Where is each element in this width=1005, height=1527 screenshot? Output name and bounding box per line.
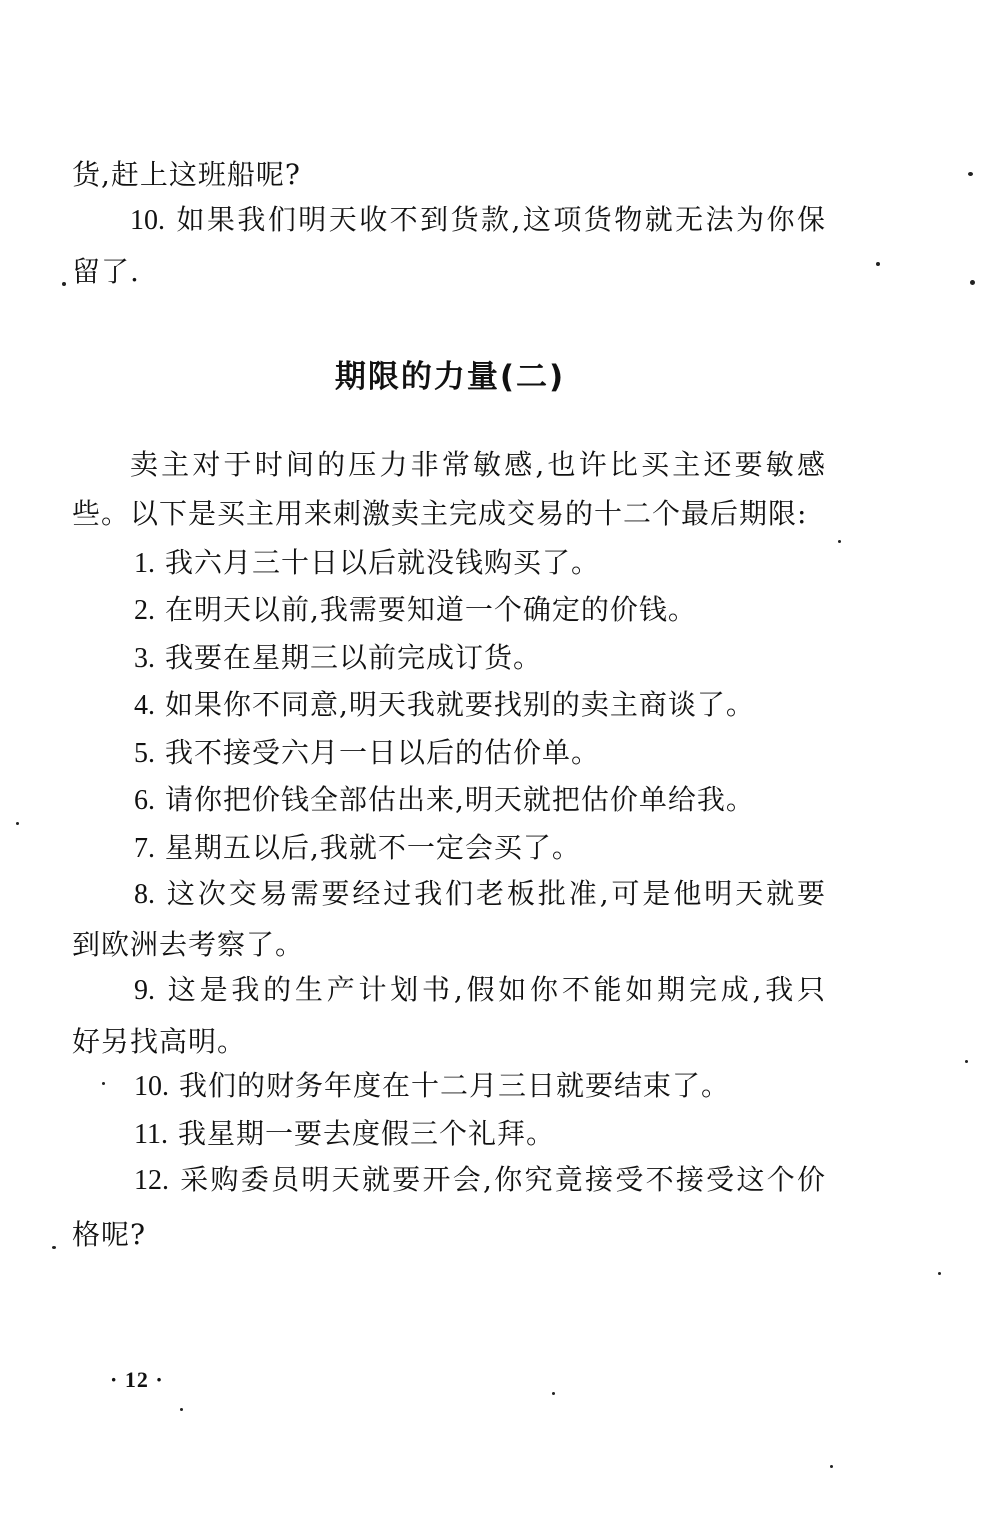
- scan-speck: [965, 1060, 968, 1063]
- item-text: 我们的财务年度在十二月三日就要结束了。: [179, 1069, 731, 1102]
- item-number: 1.: [134, 548, 155, 579]
- list-item: [134, 590, 697, 631]
- item-text: 这是我的生产计划书,假如你不能如期完成,我只: [165, 973, 826, 1006]
- item-10-prev-line: [130, 200, 826, 241]
- list-item: [134, 828, 581, 869]
- item-text: 星期五以后,我就不一定会买了。: [165, 831, 581, 864]
- list-item: [134, 685, 755, 726]
- item-number: 4.: [134, 690, 155, 721]
- list-item: [134, 874, 826, 915]
- scan-speck: [16, 822, 19, 825]
- item-text: 我不接受六月一日以后的估价单。: [165, 736, 601, 769]
- item-text: 我要在星期三以前完成订货。: [165, 641, 543, 674]
- intro-line-1: 卖主对于时间的压力非常敏感,也许比买主还要敏感: [130, 448, 826, 481]
- item-number: 11.: [134, 1119, 168, 1150]
- item-number: 3.: [134, 643, 155, 674]
- scan-speck: [62, 282, 66, 286]
- item-number: 9.: [134, 975, 155, 1006]
- item-number: 12.: [134, 1165, 169, 1196]
- item-10-prev-cont: 留了.: [72, 255, 140, 288]
- continuation-line: 货,赶上这班船呢?: [72, 158, 301, 191]
- item-number: 5.: [134, 738, 155, 769]
- scan-speck: [938, 1272, 941, 1275]
- list-item: [134, 780, 755, 821]
- page-number: · 12 ·: [110, 1367, 164, 1392]
- scan-speck: [552, 1392, 555, 1395]
- item-number: 10.: [130, 205, 165, 236]
- item-number: 8.: [134, 879, 155, 910]
- scan-speck: [102, 1082, 105, 1085]
- list-item: [134, 1160, 826, 1201]
- section-title: 期限的力量(二): [334, 359, 566, 395]
- scan-speck: [180, 1408, 183, 1411]
- item-text: 我星期一要去度假三个礼拜。: [177, 1117, 555, 1150]
- item-text: 在明天以前,我需要知道一个确定的价钱。: [165, 593, 697, 626]
- item-number: 6.: [134, 785, 155, 816]
- list-item: [134, 543, 600, 584]
- intro-line-2: 些。以下是买主用来刺激卖主完成交易的十二个最后期限:: [72, 497, 808, 530]
- item-text: 这次交易需要经过我们老板批准,可是他明天就要: [165, 877, 826, 910]
- scan-speck: [838, 540, 841, 543]
- scan-speck: [876, 262, 880, 266]
- list-item-cont: 好另找高明。: [72, 1025, 247, 1058]
- list-item-cont: 格呢?: [72, 1218, 147, 1251]
- scan-speck: [830, 1465, 833, 1468]
- item-text: 请你把价钱全部估出来,明天就把估价单给我。: [165, 783, 755, 816]
- item-number: 10.: [134, 1071, 169, 1102]
- item-text: 采购委员明天就要开会,你究竟接受不接受这个价: [179, 1163, 826, 1196]
- list-item-cont: 到欧洲去考察了。: [72, 928, 305, 961]
- list-item: [134, 1066, 730, 1107]
- list-item: [134, 1114, 555, 1155]
- item-text: 如果我们明天收不到货款,这项货物就无法为你保: [175, 203, 826, 236]
- item-number: 7.: [134, 833, 155, 864]
- scan-speck: [970, 280, 975, 285]
- scan-speck: [52, 1246, 56, 1249]
- list-item: [134, 733, 600, 774]
- item-text: 如果你不同意,明天我就要找别的卖主商谈了。: [165, 688, 755, 721]
- list-item: [134, 970, 826, 1011]
- item-text: 我六月三十日以后就没钱购买了。: [165, 546, 601, 579]
- list-item: [134, 638, 542, 679]
- item-number: 2.: [134, 595, 155, 626]
- scan-speck: [968, 172, 973, 176]
